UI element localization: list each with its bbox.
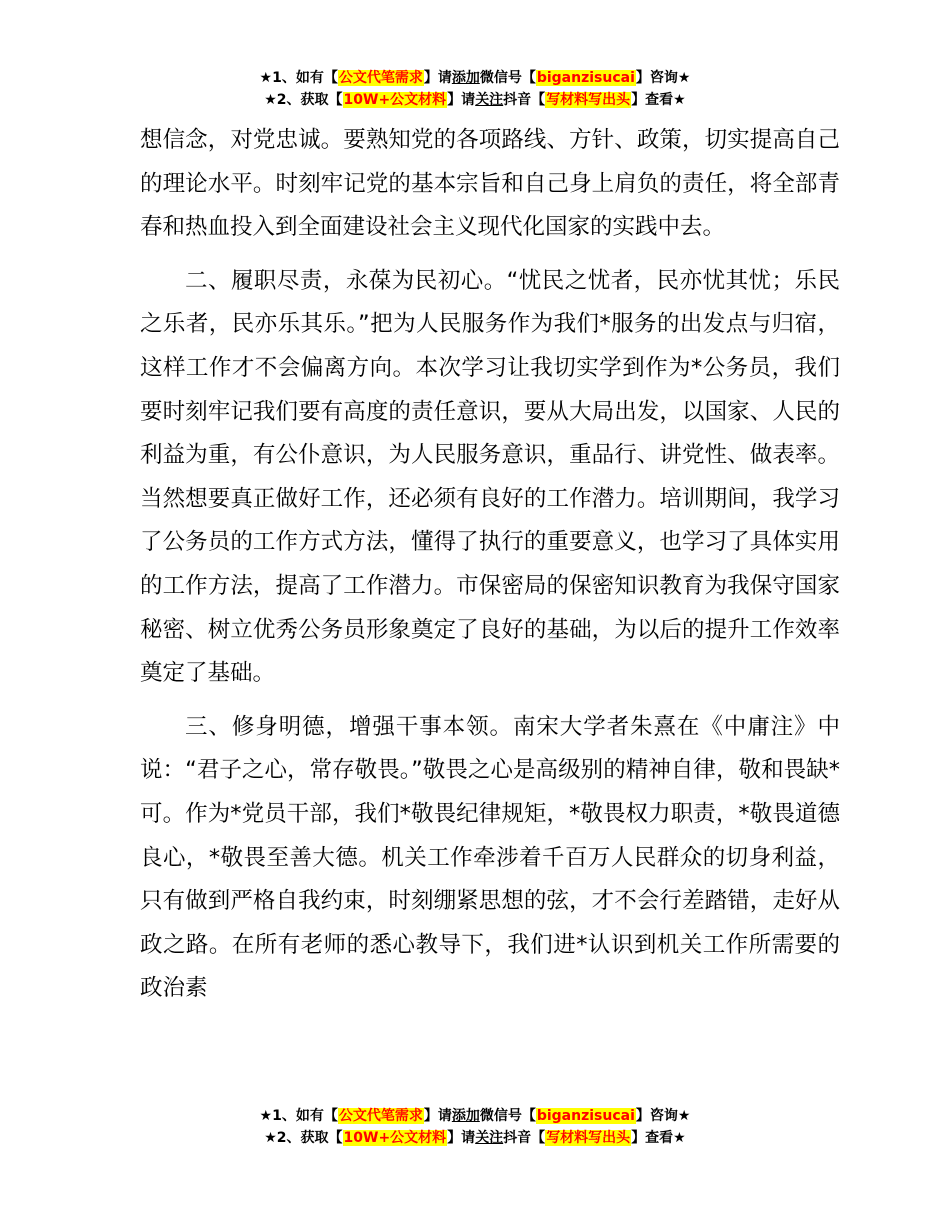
header-line-1-text: 微信号【: [479, 70, 536, 86]
highlight-douyin-account: 写材料写出头: [546, 92, 631, 108]
header-line-2-text: 】请: [447, 92, 476, 108]
highlight-wechat-id: biganzisucai: [536, 70, 635, 86]
header-line-2-text: 抖音【: [503, 92, 546, 108]
underlined-follow: 关注: [475, 92, 504, 108]
underlined-add: 添加: [451, 1108, 480, 1124]
paragraph-section-three: 三、修身明德，增强干事本领。南宋大学者朱熹在《中庸注》中说：“君子之心，常存敬畏。”敬畏之心是高级别的精神自律，敬和畏缺*可。作为*党员干部，我们*敬畏纪律规矩，*敬畏权力职责，*敬畏道德良心，*敬畏至善大德。机关工作牵涉着千百万人民群众的切身利益，只有做到严格自我约束，时刻绷紧思想的弦，才不会行差踏错，走好从政之路。在所有老师的悉心教导下，我们进*认识到机关工作所需要的政治素: [140, 713, 840, 1002]
footer-line-1: [0, 1105, 950, 1127]
highlight-douyin-account: 写材料写出头: [546, 1130, 631, 1146]
underlined-follow: 关注: [475, 1130, 504, 1146]
footer-line-1-text: 】请: [423, 1108, 452, 1124]
document-body: [140, 119, 840, 1011]
header-line-1-text: 】请: [423, 70, 452, 86]
footer-line-2-text: ★2、获取【: [264, 1130, 343, 1146]
header-line-1-text: ★1、如有【: [259, 70, 338, 86]
header-line-2: [0, 89, 950, 111]
header-banner: [0, 67, 950, 111]
highlight-wechat-id: biganzisucai: [536, 1108, 635, 1124]
header-line-2-text: 】查看★: [631, 92, 686, 108]
header-line-1: [0, 67, 950, 89]
highlight-service: 公文代笔需求: [338, 70, 423, 86]
highlight-service: 公文代笔需求: [338, 1108, 423, 1124]
highlight-materials: 10W+公文材料: [343, 1130, 447, 1146]
footer-line-1-text: ★1、如有【: [259, 1108, 338, 1124]
underlined-add: 添加: [451, 70, 480, 86]
highlight-materials: 10W+公文材料: [343, 92, 447, 108]
header-line-1-text: 】咨询★: [635, 70, 691, 86]
paragraph-continued: 想信念，对党忠诚。要熟知党的各项路线、方针、政策，切实提高自己的理论水平。时刻牢记党的基本宗旨和自己身上肩负的责任，将全部青春和热血投入到全面建设社会主义现代化国家的实践中去。: [140, 127, 840, 241]
footer-line-1-text: 】咨询★: [635, 1108, 691, 1124]
footer-line-2-text: 】查看★: [631, 1130, 686, 1146]
header-line-2-text: ★2、获取【: [264, 92, 343, 108]
paragraph-section-two: 二、履职尽责，永葆为民初心。“忧民之忧者，民亦忧其忧；乐民之乐者，民亦乐其乐。”把为人民服务作为我们*服务的出发点与归宿，这样工作才不会偏离方向。本次学习让我切实学到作为*公务员，我们要时刻牢记我们要有高度的责任意识，要从大局出发，以国家、人民的利益为重，有公仆意识，为人民服务意识，重品行、讲党性、做表率。当然想要真正做好工作，还必须有良好的工作潜力。培训期间，我学习了公务员的工作方式方法，懂得了执行的重要意义，也学习了具体实用的工作方法，提高了工作潜力。市保密局的保密知识教育为我保守国家秘密、树立优秀公务员形象奠定了良好的基础，为以后的提升工作效率奠定了基础。: [140, 267, 840, 687]
footer-line-2-text: 】请: [447, 1130, 476, 1146]
footer-line-1-text: 微信号【: [479, 1108, 536, 1124]
footer-line-2-text: 抖音【: [503, 1130, 546, 1146]
footer-line-2: [0, 1127, 950, 1149]
footer-banner: [0, 1105, 950, 1149]
